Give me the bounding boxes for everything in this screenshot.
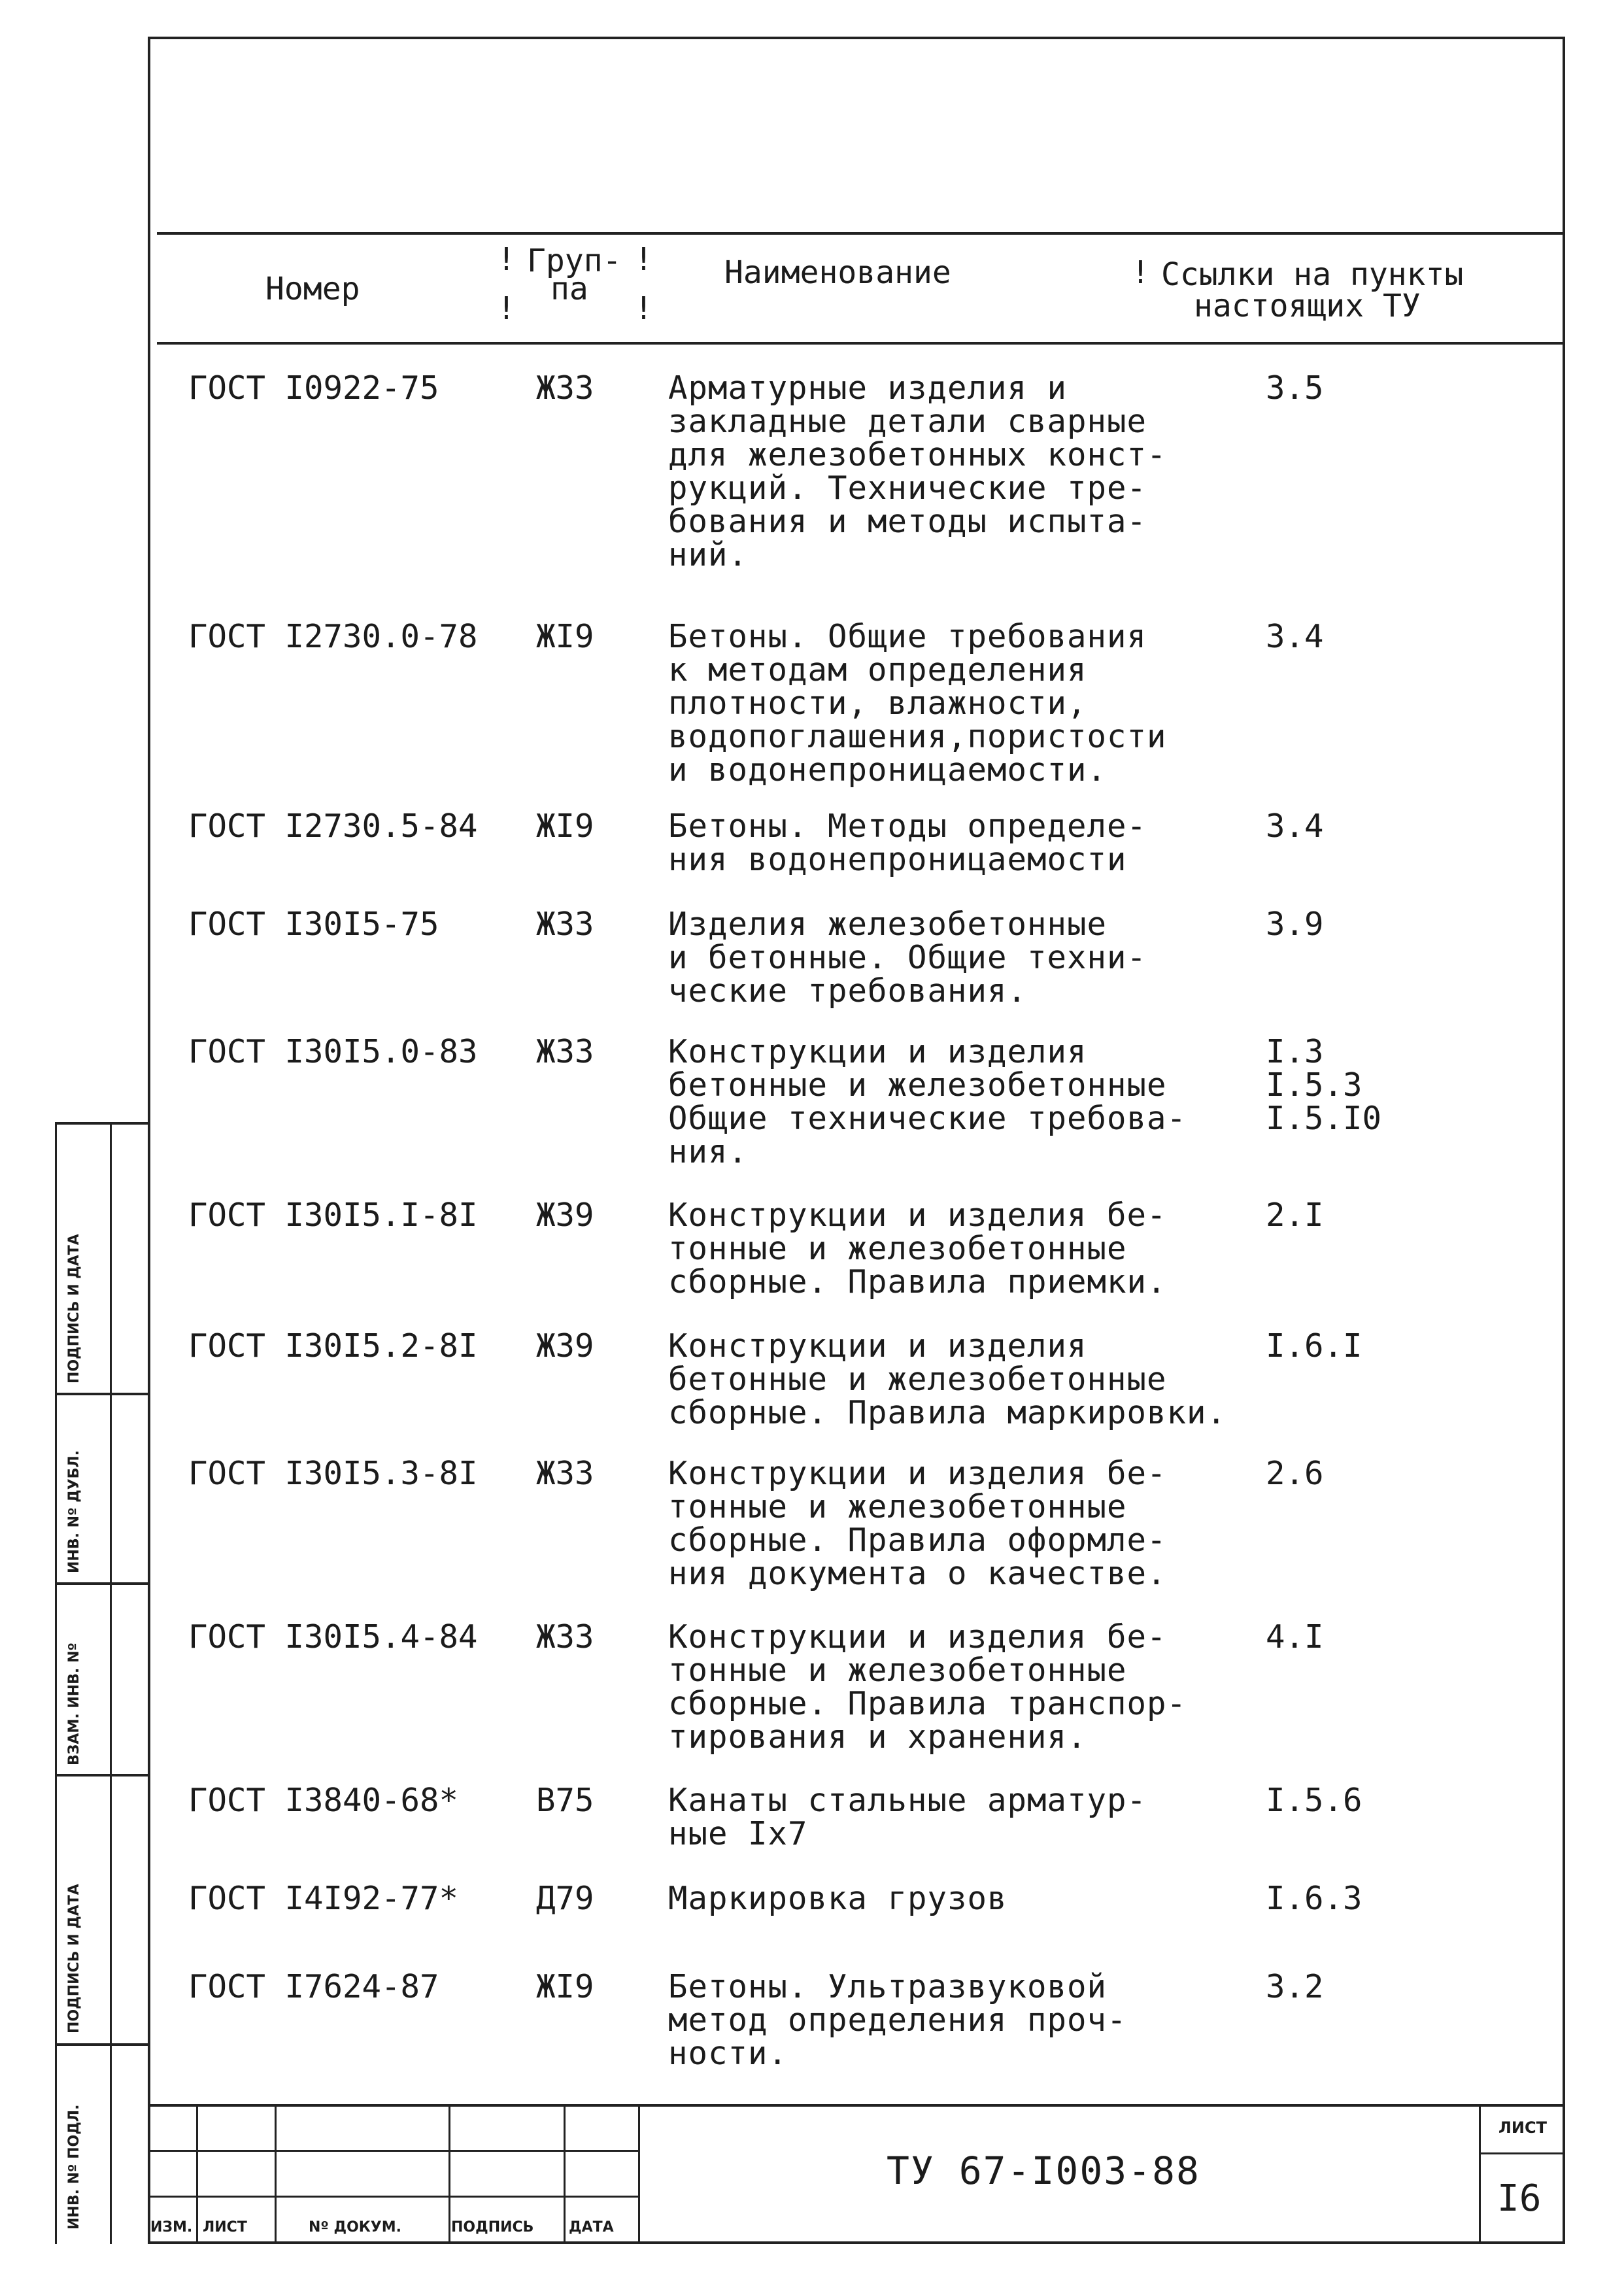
sheet-label: ЛИСТ <box>1498 2118 1548 2137</box>
row-name-line: ния водонепроницаемости <box>668 841 1127 878</box>
side-label-podpis-data-bottom: ПОДПИСЬ И ДАТА <box>66 1884 82 2033</box>
row-ref: I.6.3 <box>1266 1880 1362 1917</box>
margin-strip-rule-2 <box>55 1582 150 1585</box>
row-group: Ж39 <box>536 1327 594 1365</box>
row-number: ГОСТ I7624-87 <box>188 1968 439 2005</box>
row-name-line: бования и методы испыта- <box>668 503 1147 540</box>
title-block-mid-rule-1 <box>148 2150 639 2152</box>
row-name-line: Маркировка грузов <box>668 1880 1007 1917</box>
row-ref: 4.I <box>1266 1618 1324 1656</box>
row-name-line: Конструкции и изделия бе- <box>668 1618 1167 1656</box>
row-group: Ж33 <box>536 906 594 943</box>
header-sep-1a: ! <box>497 241 516 278</box>
row-name-line: для железобетонных конст- <box>668 436 1167 473</box>
row-name-line: сборные. Правила транспор- <box>668 1685 1187 1722</box>
row-ref: I.3 <box>1266 1033 1324 1070</box>
row-number: ГОСТ I30I5-75 <box>188 906 439 943</box>
title-block-sheet-rule <box>1479 2152 1565 2154</box>
header-sep-2a: ! <box>634 241 653 278</box>
title-block-col-2 <box>275 2104 277 2244</box>
row-name-line: ния документа о качестве. <box>668 1555 1167 1592</box>
row-ref: 3.5 <box>1266 369 1324 407</box>
title-block-list: ЛИСТ <box>203 2219 247 2236</box>
row-number: ГОСТ I2730.0-78 <box>188 618 478 655</box>
side-label-inv-dubl: ИНВ. Nº ДУБЛ. <box>66 1450 82 1573</box>
row-number: ГОСТ I2730.5-84 <box>188 808 478 845</box>
header-group-line1: Груп- <box>527 243 622 279</box>
margin-strip-top <box>55 1122 150 1125</box>
row-name-line: и бетонные. Общие техни- <box>668 939 1147 976</box>
row-ref: I.6.I <box>1266 1327 1362 1365</box>
row-name-line: Канаты стальные арматур- <box>668 1782 1147 1819</box>
row-name-line: метод определения проч- <box>668 2001 1127 2039</box>
row-ref: 3.9 <box>1266 906 1324 943</box>
row-ref: 3.4 <box>1266 618 1324 655</box>
title-block-podpis: ПОДПИСЬ <box>451 2219 534 2236</box>
title-block-data: ДАТА <box>569 2219 614 2236</box>
title-block-col-3 <box>448 2104 450 2244</box>
row-name-line: Бетоны. Методы определе- <box>668 808 1147 845</box>
margin-strip-divider <box>110 1122 112 2244</box>
row-ref: 2.I <box>1266 1197 1324 1234</box>
row-name-line: Арматурные изделия и <box>668 369 1068 407</box>
row-name-line: сборные. Правила приемки. <box>668 1263 1167 1300</box>
row-ref: 3.4 <box>1266 808 1324 845</box>
row-name-line: бетонные и железобетонные <box>668 1361 1167 1398</box>
row-group: Ж39 <box>536 1197 594 1234</box>
row-name-line: Общие технические требова- <box>668 1100 1187 1137</box>
title-block-col-4 <box>564 2104 566 2244</box>
side-label-inv-podl: ИНВ. Nº ПОДЛ. <box>66 2104 82 2230</box>
header-number: Номер <box>265 271 360 307</box>
row-ref: 2.6 <box>1266 1455 1324 1492</box>
row-name-line: сборные. Правила маркировки. <box>668 1394 1227 1431</box>
row-name-line: к методам определения <box>668 651 1087 688</box>
row-name-line: ческие требования. <box>668 972 1028 1010</box>
row-number: ГОСТ I3840-68* <box>188 1782 459 1819</box>
row-name-line: тирования и хранения. <box>668 1718 1087 1756</box>
row-name-line: ния. <box>668 1133 749 1170</box>
title-block-col-5 <box>638 2104 640 2244</box>
row-group: Ж33 <box>536 1618 594 1656</box>
title-block-n-dokum: Nº ДОКУМ. <box>309 2219 401 2236</box>
row-name-line: тонные и железобетонные <box>668 1652 1127 1689</box>
row-number: ГОСТ I30I5.3-8I <box>188 1455 478 1492</box>
side-label-vzam-inv: ВЗАМ. ИНВ. Nº <box>66 1642 82 1765</box>
title-block-mid-rule-2 <box>148 2196 639 2198</box>
margin-strip-left-edge <box>55 1122 57 2244</box>
title-block-top-rule <box>148 2104 1565 2107</box>
row-number: ГОСТ I30I5.2-8I <box>188 1327 478 1365</box>
row-name-line: Конструкции и изделия бе- <box>668 1455 1167 1492</box>
header-refs-line2: настоящих ТУ <box>1194 288 1421 324</box>
row-name-line: Изделия железобетонные <box>668 906 1108 943</box>
row-number: ГОСТ I30I5.0-83 <box>188 1033 478 1070</box>
row-name-line: закладные детали сварные <box>668 403 1147 440</box>
row-group: ЖI9 <box>536 1968 594 2005</box>
margin-strip-rule-3 <box>55 1774 150 1776</box>
title-block-col-1 <box>196 2104 198 2244</box>
row-name-line: Бетоны. Общие требования <box>668 618 1147 655</box>
row-name-line: Конструкции и изделия бе- <box>668 1197 1167 1234</box>
row-name-line: Конструкции и изделия <box>668 1033 1087 1070</box>
side-label-podpis-data-top: ПОДПИСЬ И ДАТА <box>66 1234 82 1384</box>
sheet-number: I6 <box>1497 2177 1542 2220</box>
row-name-line: Конструкции и изделия <box>668 1327 1087 1365</box>
title-block-izm: ИЗМ. <box>150 2219 193 2236</box>
row-name-line: Бетоны. Ультразвуковой <box>668 1968 1108 2005</box>
row-name-line: ные Iх7 <box>668 1815 808 1852</box>
row-name-line: бетонные и железобетонные <box>668 1066 1167 1104</box>
title-block-sheet-divider <box>1479 2104 1481 2244</box>
margin-strip-rule-1 <box>55 1393 150 1395</box>
row-name-line: тонные и железобетонные <box>668 1488 1127 1525</box>
row-group: Д79 <box>536 1880 594 1917</box>
row-name-line: ности. <box>668 2035 788 2072</box>
row-group: ЖI9 <box>536 618 594 655</box>
row-name-line: тонные и железобетонные <box>668 1230 1127 1267</box>
row-name-line: сборные. Правила оформле- <box>668 1522 1167 1559</box>
header-sep-1b: ! <box>497 290 516 327</box>
row-name-line: плотности, влажности, <box>668 685 1087 722</box>
row-number: ГОСТ I0922-75 <box>188 369 439 407</box>
document-code: ТУ 67-I003-88 <box>887 2149 1200 2193</box>
row-ref: I.5.I0 <box>1266 1100 1382 1137</box>
row-group: Ж33 <box>536 1033 594 1070</box>
row-group: В75 <box>536 1782 594 1819</box>
row-ref: I.5.6 <box>1266 1782 1362 1819</box>
row-number: ГОСТ I4I92-77* <box>188 1880 459 1917</box>
header-sep-2b: ! <box>634 290 653 327</box>
row-number: ГОСТ I30I5.4-84 <box>188 1618 478 1656</box>
header-name: Наименование <box>724 254 951 291</box>
row-group: Ж33 <box>536 369 594 407</box>
row-name-line: ний. <box>668 536 749 573</box>
margin-strip-rule-4 <box>55 2043 150 2046</box>
row-group: ЖI9 <box>536 808 594 845</box>
header-top-rule <box>157 232 1563 235</box>
header-refs-line1: Ссылки на пункты <box>1161 256 1464 293</box>
header-bottom-rule <box>157 342 1563 345</box>
row-ref: 3.2 <box>1266 1968 1324 2005</box>
header-sep-3: ! <box>1131 254 1150 291</box>
row-group: Ж33 <box>536 1455 594 1492</box>
row-number: ГОСТ I30I5.I-8I <box>188 1197 478 1234</box>
row-name-line: рукций. Технические тре- <box>668 469 1147 507</box>
row-name-line: и водонепроницаемости. <box>668 751 1108 789</box>
row-name-line: водопоглашения,пористости <box>668 718 1167 755</box>
row-ref: I.5.3 <box>1266 1066 1362 1104</box>
header-group-line2: па <box>550 271 588 307</box>
